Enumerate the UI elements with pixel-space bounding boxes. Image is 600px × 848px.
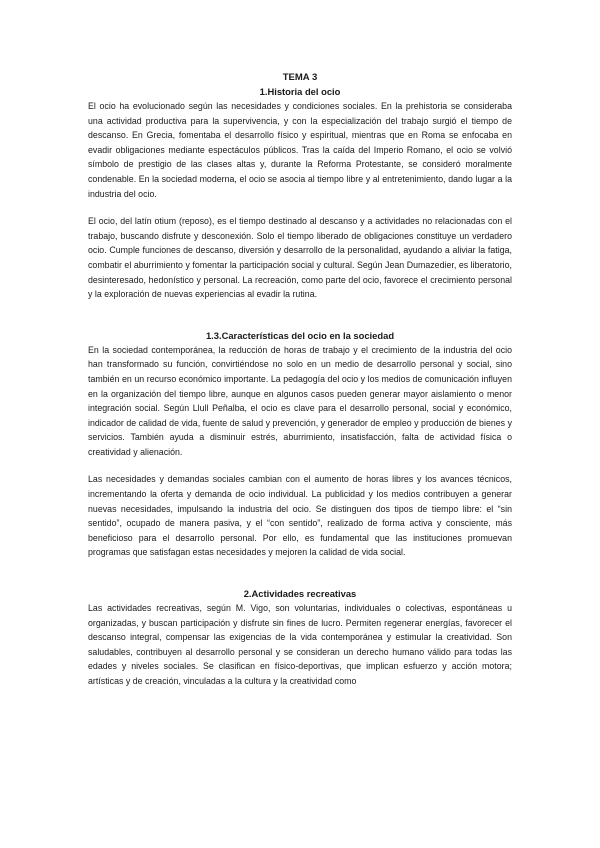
paragraph-spacer: [88, 201, 512, 214]
section-heading-history: 1.Historia del ocio: [259, 86, 341, 97]
paragraph: El ocio ha evolucionado según las necesidades y condiciones sociales. En la prehistoria se consideraba una actividad productiva para la supervivencia, y con la especialización del trabajo surgió el tiempo de descanso. En Grecia, fomentaba el desarrollo físico y espiritual, mientras que en Roma se enfocaba en evadir obligaciones mediante espectáculos públicos. Tras la caída del Imperio Romano, el ocio se volvió símbolo de prestigio de las clases altas y, durante la Reforma Protestante, se consideró moralmente condenable. En la sociedad moderna, el ocio se asocia al tiempo libre y al entretenimiento, dando lugar a la industria del ocio.: [88, 101, 512, 199]
section-spacer: [88, 560, 512, 587]
section-heading-characteristics: 1.3.Características del ocio en la sociedad: [205, 329, 395, 341]
section-heading-activities: 2.Actividades recreativas: [243, 588, 357, 600]
paragraph: El ocio, del latín otium (reposo), es el tiempo destinado al descanso y a actividades no relacionadas con el trabajo, buscando disfrute y desconexión. Solo el tiempo liberado de obligaciones constituye un verdadero ocio. Cumple funciones de descanso, diversión y desarrollo de la personalidad, ayudando a aliviar la fatiga, combatir el aburrimiento y fomentar la participación social y cultural. Según Jean Dumazedier, es liberatorio, desinteresado, hedonístico y personal. La recreación, como parte del ocio, favorece el crecimiento personal y la exploración de nuevas experiencias al evadir la rutina.: [88, 216, 512, 300]
document-page: [88, 71, 512, 689]
paragraph: Las actividades recreativas, según M. Vigo, son voluntarias, individuales o colectivas, espontáneas u organizadas, y buscan participación y disfrute sin fines de lucro. Permiten regenerar energías, favorecer el descanso integral, compensar las exigencias de la vida contemporánea y estimular la creatividad. Son saludables, contribuyen al desarrollo personal y se consideran un derecho humano válido para todas las edades y niveles sociales. Se clasifican en físico-deportivas, que implican esfuerzo y acción motora; artísticas y de creación, vinculadas a la cultura y la creatividad como: [88, 603, 512, 686]
paragraph: En la sociedad contemporánea, la reducción de horas de trabajo y el crecimiento de la industria del ocio han transformado su función, convirtiéndose no solo en un medio de desarrollo personal y social, sino también en un recurso económico importante. La pedagogía del ocio y los medios de comunicación influyen en la organización del tiempo libre, aunque en algunos casos pueden generar mayor aislamiento o menor integración social. Según Llull Peñalba, el ocio es clave para el desarrollo personal, social y económico, indicador de calidad de vida, fuente de salud y prevención, y generador de empleo y producción de bienes y servicios. También ayuda a disminuir estrés, aburrimiento, insatisfacción, falta de actividad física o creatividad y alienación.: [88, 344, 512, 457]
paragraph-spacer: [88, 459, 512, 472]
paragraph: Las necesidades y demandas sociales cambian con el aumento de horas libres y los avances técnicos, incrementando la oferta y demanda de ocio individual. La publicidad y los medios contribuyen a generar nuevas necesidades, impulsando la industria del ocio. Se distinguen dos tipos de tiempo libre: el “sin sentido”, ocupado de manera pasiva, y el “con sentido”, realizado de forma activa y consciente, más beneficioso para el desarrollo personal. Por ello, es fundamental que las instituciones promuevan programas que satisfagan estas necesidades y mejoren la calidad de vida social.: [88, 474, 512, 558]
section-spacer: [88, 302, 512, 329]
topic-title: TEMA 3: [282, 72, 318, 83]
